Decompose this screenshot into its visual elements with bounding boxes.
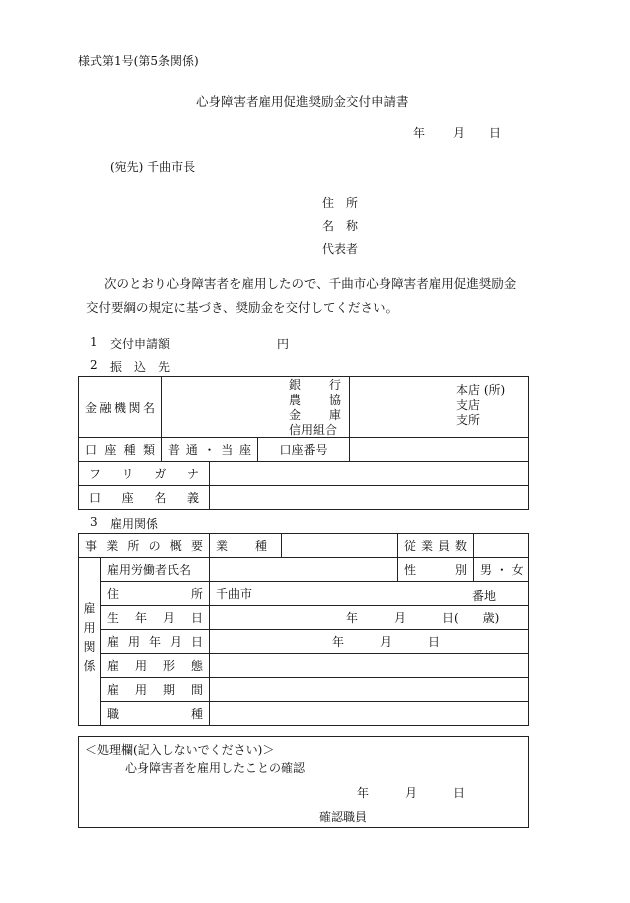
sex-value[interactable]: 男 ・ 女 <box>474 558 529 582</box>
employment-period-field[interactable] <box>210 678 529 702</box>
account-holder-label: 口 座 名 義 <box>79 486 210 510</box>
staff-count-field[interactable] <box>474 534 529 558</box>
employment-form-field[interactable] <box>210 654 529 678</box>
body-text-1: 次のとおり心身障害者を雇用したので、千曲市心身障害者雇用促進奨励金 <box>104 276 517 291</box>
form-number: 様式第1号(第5条関係) <box>78 54 199 68</box>
branch-branch: 支店 <box>456 398 481 412</box>
birth-date-field[interactable]: 年 月 日( 歳) <box>210 606 529 630</box>
bank-institution-field[interactable] <box>162 377 350 438</box>
item3-number: 3 <box>90 515 98 529</box>
office-date: 年 月 日 <box>357 786 466 800</box>
office-staff-label: 確認職員 <box>319 810 368 824</box>
date-month: 月 <box>453 126 466 140</box>
branch-sub: 支所 <box>456 413 481 427</box>
employment-period-label: 雇 用 期 間 <box>101 678 210 702</box>
account-number-field[interactable] <box>350 438 529 462</box>
staff-count-label: 従 業 員 数 <box>398 534 474 558</box>
bank-branch-field[interactable] <box>350 377 529 438</box>
account-type-value[interactable]: 普 通 ・ 当 座 <box>162 438 258 462</box>
bank-type-shinkin: 金 庫 <box>289 408 342 422</box>
item1-number: 1 <box>90 335 98 349</box>
date-day: 日 <box>489 126 502 140</box>
address-city: 千曲市 <box>216 587 253 601</box>
hire-date-field[interactable]: 年 月 日 <box>210 630 529 654</box>
account-type-label: 口 座 種 類 <box>79 438 162 462</box>
item2-label: 振 込 先 <box>110 360 171 374</box>
address-suffix: 番地 <box>471 589 496 603</box>
worker-address-field[interactable] <box>210 582 529 606</box>
branch-main: 本店 (所) <box>456 383 506 397</box>
bank-type-bank: 銀 行 <box>289 378 342 392</box>
addressee: (宛先) 千曲市長 <box>110 160 196 174</box>
item2-number: 2 <box>90 358 98 372</box>
document-title: 心身障害者雇用促進奨励金交付申請書 <box>196 94 409 109</box>
furigana-label: フ リ ガ ナ <box>79 462 210 486</box>
industry-label: 業 種 <box>210 534 282 558</box>
applicant-address-label: 住 所 <box>322 196 359 210</box>
worker-name-field[interactable] <box>210 558 398 582</box>
job-type-label: 職 種 <box>101 702 210 726</box>
office-use-heading: ＜処理欄(記入しないでください)＞ <box>85 743 275 757</box>
employment-group-label: 雇用関係 <box>79 558 101 726</box>
furigana-field[interactable] <box>210 462 529 486</box>
business-label: 事 業 所 の 概 要 <box>79 534 210 558</box>
bank-type-agri: 農 協 <box>289 393 342 407</box>
industry-field[interactable] <box>282 534 398 558</box>
applicant-rep-label: 代表者 <box>322 242 359 256</box>
item3-label: 雇用関係 <box>110 517 159 531</box>
item1-unit: 円 <box>277 337 290 351</box>
account-holder-field[interactable] <box>210 486 529 510</box>
office-use-box <box>78 736 529 828</box>
hire-date-label: 雇 用 年 月 日 <box>101 630 210 654</box>
bank-table <box>78 376 529 510</box>
bank-type-credit: 信用組合 <box>289 423 338 437</box>
employment-table <box>78 533 529 726</box>
account-number-label: 口座番号 <box>258 438 350 462</box>
office-confirm-text: 心身障害者を雇用したことの確認 <box>125 761 306 775</box>
date-year: 年 <box>413 126 426 140</box>
bank-institution-label: 金 融 機 関 名 <box>79 377 162 438</box>
worker-address-label: 住 所 <box>101 582 210 606</box>
item1-label: 交付申請額 <box>110 337 171 351</box>
applicant-name-label: 名 称 <box>322 219 359 233</box>
employment-form-label: 雇 用 形 態 <box>101 654 210 678</box>
birth-date-label: 生 年 月 日 <box>101 606 210 630</box>
job-type-field[interactable] <box>210 702 529 726</box>
worker-name-label: 雇用労働者氏名 <box>101 558 210 582</box>
sex-label: 性 別 <box>398 558 474 582</box>
body-text-2: 交付要綱の規定に基づき、奨励金を交付してください。 <box>86 300 399 315</box>
